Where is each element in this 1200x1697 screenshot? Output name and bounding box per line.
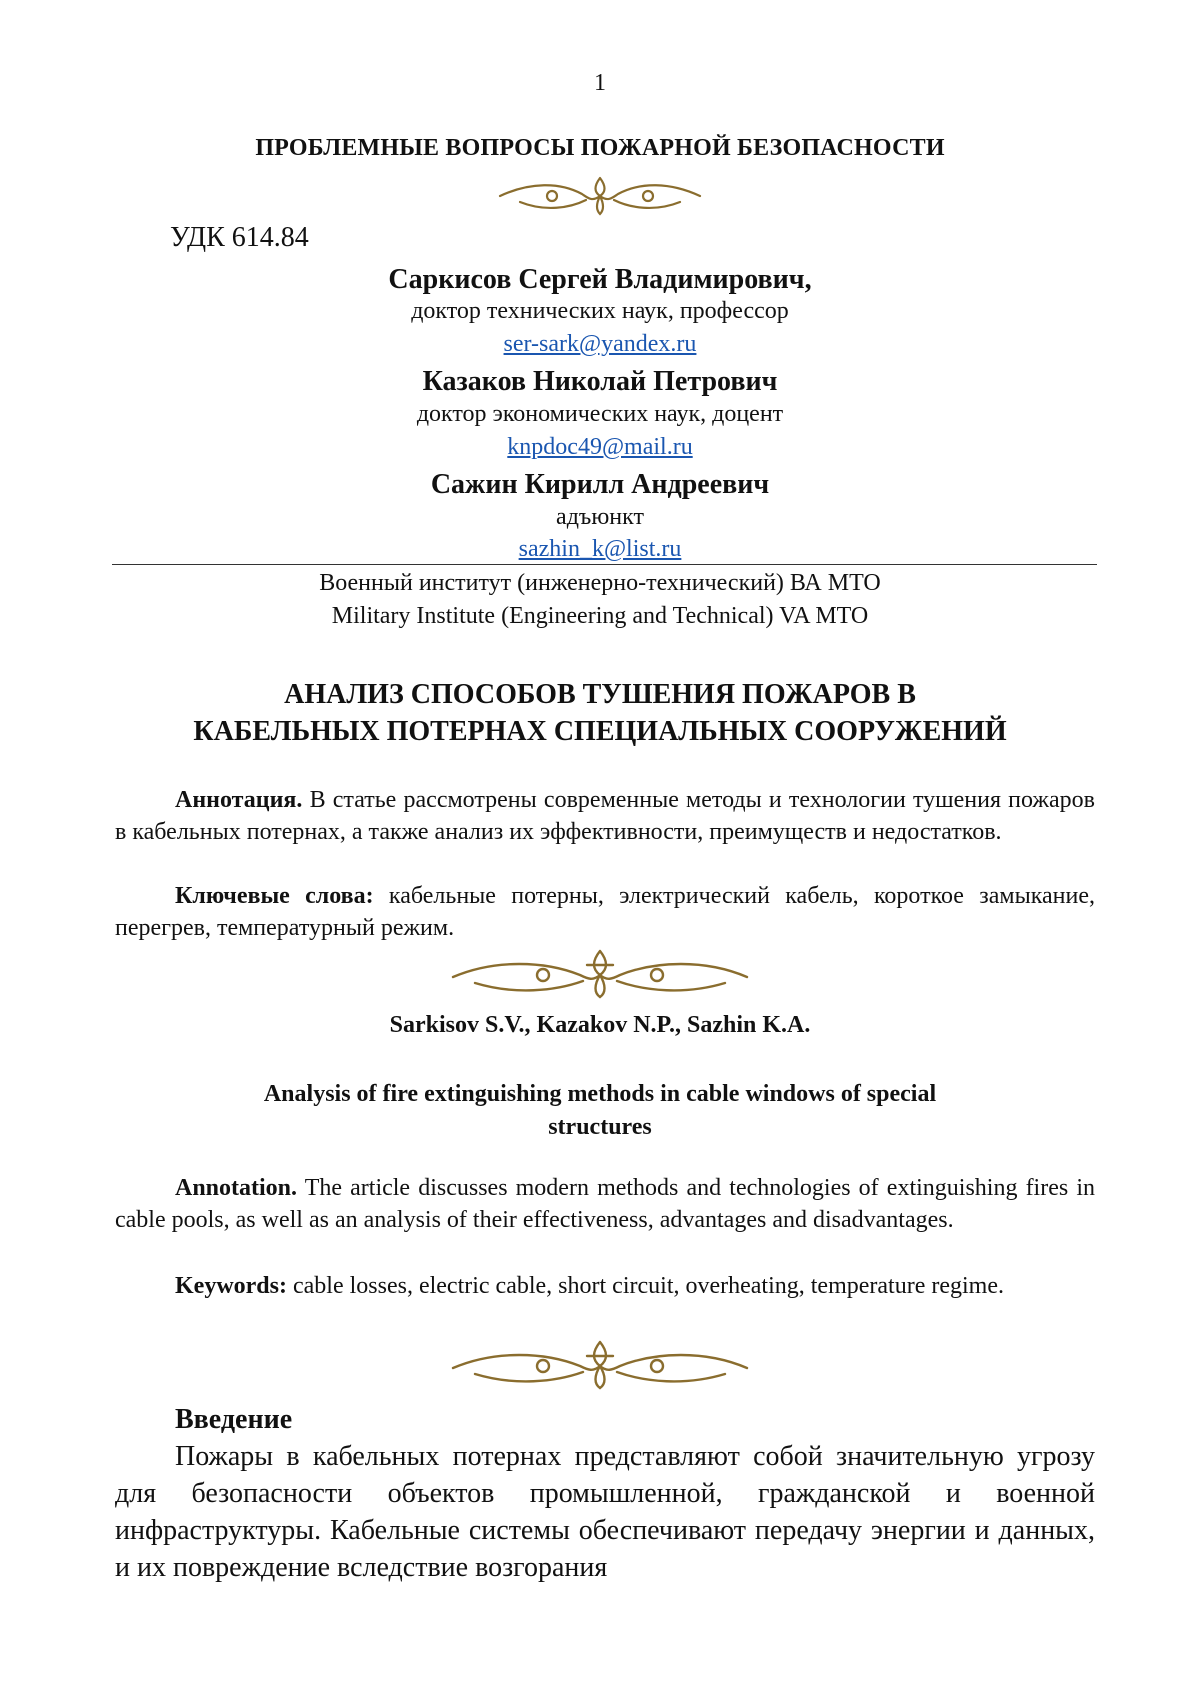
keywords-ru (115, 880, 1095, 944)
author-email-link[interactable]: knpdoc49@mail.ru (507, 434, 693, 460)
article-title-en (0, 1078, 1200, 1144)
title-line: АНАЛИЗ СПОСОБОВ ТУШЕНИЯ ПОЖАРОВ В (284, 679, 916, 710)
author-name: Саркисов Сергей Владимирович, (388, 264, 812, 295)
institution-ru: Военный институт (инженерно-технический) ВА МТО (319, 570, 881, 596)
author-name: Казаков Николай Петрович (422, 366, 778, 397)
keywords-label: Ключевые слова: (175, 883, 374, 909)
keywords-text: кабельные потерны, электрический кабель, короткое замыкание, перегрев, температурный режим. (115, 883, 1095, 941)
author-degree: доктор экономических наук, доцент (416, 401, 784, 427)
authors-en: Sarkisov S.V., Kazakov N.P., Sazhin K.A. (389, 1012, 811, 1038)
page-number: 1 (594, 70, 606, 96)
title-line: КАБЕЛЬНЫХ ПОТЕРНАХ СПЕЦИАЛЬНЫХ СООРУЖЕНИЙ (193, 716, 1007, 747)
annotation-en (115, 1172, 1095, 1236)
annotation-label: Annotation. (175, 1175, 298, 1201)
ornament-icon (445, 947, 755, 1001)
intro-paragraph: Пожары в кабельных потернах представляют собой значительную угрозу для безопасности объектов промышленной, гражданской и военной инфраструктуры. Кабельные системы обеспечивают передачу энергии и данных, и их повреждение вследствие возгорания (115, 1441, 1095, 1583)
intro-heading: Введение (175, 1404, 293, 1435)
annotation-text: The article discusses modern methods and technologies of extinguishing fires in cable pools, as well as an analysis of their effectiveness, advantages and disadvantages. (115, 1175, 1095, 1233)
author-name: Сажин Кирилл Андреевич (430, 469, 770, 500)
divider-line (112, 564, 1097, 565)
annotation-label: Аннотация. (175, 787, 303, 813)
title-line: Analysis of fire extinguishing methods in cable windows of special (263, 1081, 937, 1107)
author-email-link[interactable]: sazhin_k@list.ru (518, 536, 682, 562)
keywords-en (115, 1270, 1095, 1302)
annotation-text: В статье рассмотрены современные методы и технологии тушения пожаров в кабельных потернах, а также анализ их эффективности, преимуществ и недостатков. (115, 787, 1095, 845)
title-line: structures (548, 1114, 652, 1140)
ornament-icon (445, 1338, 755, 1392)
author-degree: доктор технических наук, профессор (411, 298, 789, 324)
institution-en: Military Institute (Engineering and Technical) VA MTO (331, 603, 869, 629)
author-email-link[interactable]: ser-sark@yandex.ru (503, 331, 697, 357)
ornament-icon (490, 172, 710, 218)
keywords-text: cable losses, electric cable, short circuit, overheating, temperature regime. (286, 1273, 1004, 1299)
keywords-label: Keywords: (175, 1273, 287, 1299)
section-title: ПРОБЛЕМНЫЕ ВОПРОСЫ ПОЖАРНОЙ БЕЗОПАСНОСТИ (255, 135, 945, 161)
ornament-divider (0, 947, 1200, 1001)
ornament-divider (0, 1338, 1200, 1392)
udk-code: УДК 614.84 (170, 222, 309, 253)
author-degree: адъюнкт (556, 504, 644, 530)
ornament-divider (0, 172, 1200, 218)
annotation-ru (115, 784, 1095, 848)
article-title-ru (0, 676, 1200, 750)
